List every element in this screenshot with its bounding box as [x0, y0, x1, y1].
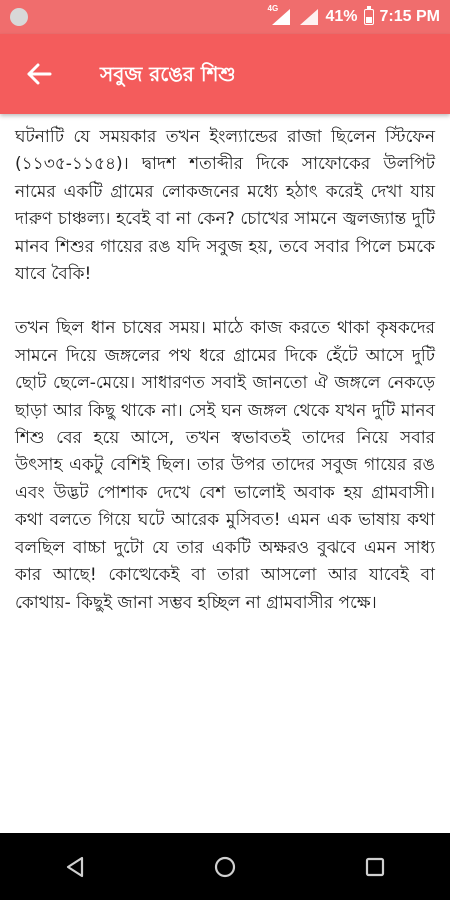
battery-percent: 41% — [325, 8, 358, 25]
status-indicators — [267, 0, 441, 34]
back-button[interactable] — [22, 58, 56, 90]
app-bar — [0, 34, 450, 114]
nav-recents-button[interactable] — [335, 847, 415, 887]
status-bar — [0, 0, 450, 34]
nav-back-button[interactable] — [35, 847, 115, 887]
clock: 7:15 PM — [379, 8, 440, 25]
circle-home-icon — [213, 855, 237, 879]
square-recents-icon — [364, 856, 386, 878]
article-body — [15, 124, 435, 644]
system-navigation-bar — [0, 833, 450, 900]
wifi-signal-icon — [298, 8, 320, 26]
article-paragraph: তখন ছিল ধান চাষের সময়। মাঠে কাজ করতে থাকা কৃষকদের সামনে দিয়ে জঙ্গলের পথ ধরে গ্রামের দিকে হেঁটে আসে দুটি ছোট ছেলে-মেয়ে। সাধারণত সবাই জানতো ঐ জঙ্গলে নেকড়ে ছাড়া আর কিছু থাকে না। সেই ঘন জঙ্গল থেকে যখন দুটি মানব শিশু বের হয়ে আসে, তখন স্বভাবতই তাদের নিয়ে সবার উৎসাহ একটু বেশিই ছিল। তার উপর তাদের সবুজ গায়ের রঙ এবং উদ্ভট পোশাক দেখে বেশ ভালোই অবাক হয় গ্রামবাসী। কথা বলতে গিয়ে ঘটে আরেক মুসিবত! এমন এক ভাষায় কথা বলছিল বাচ্চা দুটো যে তার একটি অক্ষরও বুঝবে এমন সাধ্য কার আছে! কোত্থেকেই বা তারা আসলো আর যাবেই বা কোথায়- কিছুই জানা সম্ভব হচ্ছিল না গ্রামবাসীর পক্ষে। — [15, 318, 435, 613]
network-signal-icon — [267, 4, 292, 26]
triangle-back-icon — [65, 856, 85, 878]
network-type-label: 4G — [267, 4, 279, 13]
page-title: সবুজ রঙের শিশু — [100, 62, 236, 86]
arrow-left-icon — [26, 63, 52, 85]
notification-dot-icon — [10, 8, 28, 26]
nav-home-button[interactable] — [185, 847, 265, 887]
battery-icon — [364, 9, 374, 25]
article-paragraph: ঘটনাটি যে সময়কার তখন ইংল্যান্ডের রাজা ছিলেন স্টিফেন (১১৩৫-১১৫৪)। দ্বাদশ শতাব্দীর দিকে সাফোকের উলপিট নামের একটি গ্রামের লোকজনের মধ্যে হঠাৎ করেই দেখা যায় দারুণ চাঞ্চল্য। হবেই বা না কেন? চোখের সামনে জ্বলজ্যান্ত দুটি মানব শিশুর গায়ের রঙ যদি সবুজ হয়, তবে সবার পিলে চমকে যাবে বৈকি! — [15, 127, 435, 285]
